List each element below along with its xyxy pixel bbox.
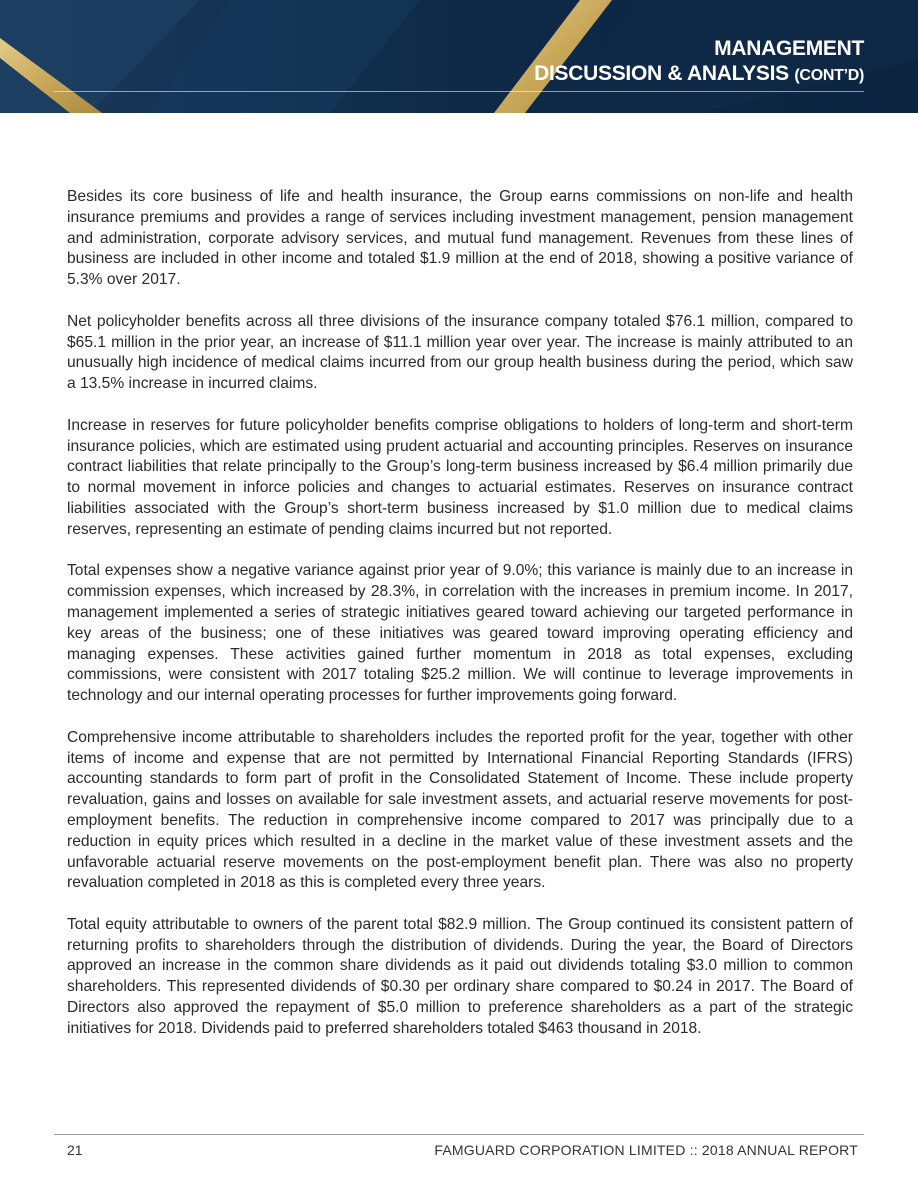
page-title-line1: MANAGEMENT <box>714 37 864 60</box>
page-number: 21 <box>67 1142 83 1158</box>
page-header-banner <box>0 0 918 113</box>
page-title-suffix: (CONT’D) <box>794 67 864 84</box>
footer-report-title: FAMGUARD CORPORATION LIMITED :: 2018 ANNUAL REPORT <box>434 1142 858 1158</box>
header-divider <box>54 91 864 92</box>
paragraph-comprehensive-income: Comprehensive income attributable to shareholders includes the reported profit for the year, together with other items of income and expense that are not permitted by International Financial Reporting Standards (IFRS) accounting standards to form part of profit in the Consolidated Statement of Income. These include property revaluation, gains and losses on available for sale investment assets, and actuarial reserve movements for post-employment benefits. The reduction in comprehensive income compared to 2017 was principally due to a reduction in equity prices which resulted in a decline in the market value of these investment assets and the unfavorable actuarial reserve movements on the post-employment benefit plan. There was also no property revaluation completed in 2018 as this is completed every three years. <box>67 728 853 892</box>
page-title-main: DISCUSSION & ANALYSIS <box>534 62 789 85</box>
paragraph-reserves: Increase in reserves for future policyholder benefits comprise obligations to holders of long-term and short-term insurance policies, which are estimated using prudent actuarial and accounting principles. Reserves on insurance contract liabilities that relate principally to the Group’s long-term business increased by $6.4 million primarily due to normal movement in inforce policies and changes to actuarial estimates. Reserves on insurance contract liabilities associated with the Group’s short-term business increased by $1.0 million due to medical claims reserves, representing an estimate of pending claims incurred but not reported. <box>67 416 853 538</box>
article-body <box>67 187 853 1060</box>
page-title-line2 <box>534 61 864 88</box>
paragraph-policyholder-benefits: Net policyholder benefits across all three divisions of the insurance company totaled $76.1 million, compared to $65.1 million in the prior year, an increase of $11.1 million year over year. The increase is mainly attributed to an unusually high incidence of medical claims incurred from our group health business during the period, which saw a 13.5% increase in incurred claims. <box>67 312 853 393</box>
paragraph-other-income: Besides its core business of life and health insurance, the Group earns commissions on non-life and health insurance premiums and provides a range of services including investment management, pension management and administration, corporate advisory services, and mutual fund management. Revenues from these lines of business are included in other income and totaled $1.9 million at the end of 2018, showing a positive variance of 5.3% over 2017. <box>67 188 853 289</box>
paragraph-equity-dividends: Total equity attributable to owners of the parent total $82.9 million. The Group continued its consistent pattern of returning profits to shareholders through the distribution of dividends. During the year, the Board of Directors approved an increase in the common share dividends as it paid out dividends totaling $3.0 million to common shareholders. This represented dividends of $0.30 per ordinary share compared to $0.24 in 2017. The Board of Directors also approved the repayment of $5.0 million to preference shareholders as a part of the strategic initiatives for 2018. Dividends paid to preferred shareholders totaled $463 thousand in 2018. <box>67 915 853 1037</box>
paragraph-expenses: Total expenses show a negative variance against prior year of 9.0%; this variance is mainly due to an increase in commission expenses, which increased by 28.3%, in correlation with the increases in premium income. In 2017, management implemented a series of strategic initiatives geared toward achieving our targeted performance in key areas of the business; one of these initiatives was geared toward improving operating efficiency and managing expenses. These activities gained further momentum in 2018 as total expenses, excluding commissions, were consistent with 2017 totaling $25.2 million. We will continue to leverage improvements in technology and our internal operating processes for further improvements going forward. <box>67 562 853 705</box>
footer-divider <box>54 1134 864 1135</box>
page-title <box>534 36 864 88</box>
